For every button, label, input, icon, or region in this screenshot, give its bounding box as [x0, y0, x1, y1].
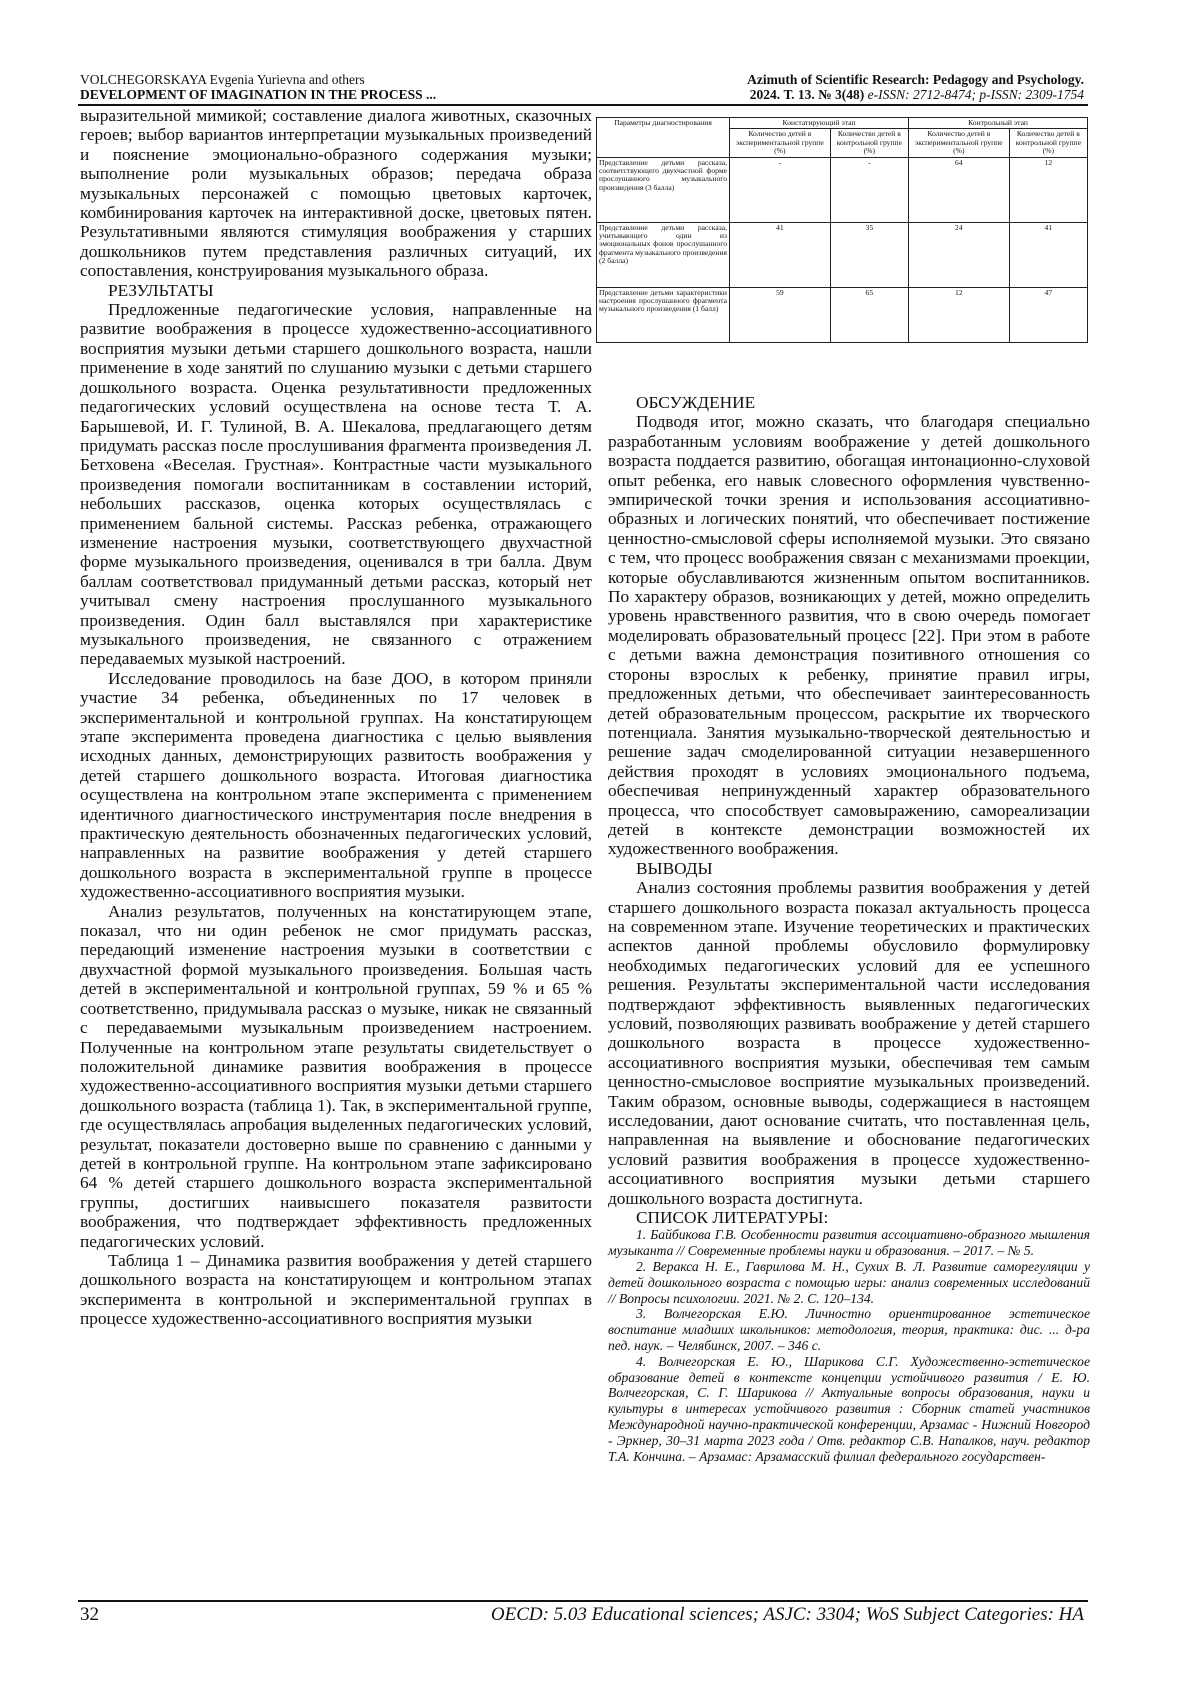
heading-results: РЕЗУЛЬТАТЫ: [108, 280, 214, 300]
table-cell-desc: Представление детьми рассказа, соответствующего двухчастной форме прослушанного музыкального произведения (3 балла): [597, 157, 730, 222]
right-column: [608, 393, 1090, 1464]
header-author: VOLCHEGORSKAYA Evgenia Yurievna and others: [80, 72, 365, 87]
table-cell: 65: [830, 287, 908, 342]
table-cell: 41: [1009, 222, 1087, 287]
table-header-exp: Количество детей в экспериментальной группе (%): [908, 129, 1009, 157]
table-cell: -: [830, 157, 908, 222]
running-header-left: [80, 72, 600, 102]
reference-item: 2. Веракса Н. Е., Гаврилова М. Н., Сухих В. Л. Развитие саморегуляции у детей дошкольного возраста с помощью игры: анализ современных исследований // Вопросы психологии. 2021. № 2. С. 120–134.: [608, 1259, 1090, 1306]
results-table: [596, 117, 1088, 343]
running-header-right: [524, 72, 1084, 102]
heading-conclusions: ВЫВОДЫ: [636, 858, 713, 878]
table-cell: 47: [1009, 287, 1087, 342]
header-article-title: DEVELOPMENT OF IMAGINATION IN THE PROCESS ...: [80, 87, 437, 102]
table-header-exp: Количество детей в экспериментальной группе (%): [730, 129, 831, 157]
header-journal: Azimuth of Scientific Research: Pedagogy and Psychology.: [747, 72, 1084, 87]
table-header-param: Параметры диагностирования: [597, 118, 730, 158]
table-caption: Таблица 1 – Динамика развития воображения у детей старшего дошкольного возраста на констатирующем и контрольном этапах эксперимента в контрольной и экспериментальной группах в процессе художественно-ассоциативного восприятия музыки: [80, 1250, 592, 1329]
paragraph: Подводя итог, можно сказать, что благодаря специально разработанным условиям воображение у детей дошкольного возраста поддается развитию, обогащая интонационно-слуховой опыт ребенка, его навык словесного оформления чувственно-эмпирической точки зрения и использования ассоциативно-образных и логических понятий, что обеспечивает постижение ценностно-смысловой сферы исполняемой музыки. Это связано с тем, что процесс воображения связан с механизмами проекции, которые обуславливаются жизненным опытом воспитанников. По характеру образов, возникающих у детей, можно определить уровень нравственного развития, что в свою очередь помогает моделировать образовательный процесс [22]. При этом в работе с детьми важна демонстрация позитивного отношения со стороны взрослых к ребенку, принятие правил игры, предложенных детьми, что обеспечивает заинтересованность детей образовательным процессом, раскрытие их творческого потенциала. Занятия музыкально-творческой деятельностью и решение задач смоделированной ситуации незавершенного действия проходят в условиях эмоционального подъема, обеспечивая непринужденный характер образовательного процесса, что способствует самовыражению, самореализации детей в контексте демонстрации возможностей их художественного воображения.: [608, 412, 1090, 859]
table-header-ctrl: Количество детей в контрольной группе (%): [1009, 129, 1087, 157]
paragraph: Анализ состояния проблемы развития воображения у детей старшего дошкольного возраста показал актуальность процесса на современном этапе. Изучение теоретических и практических аспектов данной проблемы обусловило формулировку необходимых педагогических условий для ее успешного решения. Результаты экспериментальной части исследования подтверждают эффективность выявленных педагогических условий, позволяющих развивать воображение у детей старшего дошкольного возраста в процессе художественно-ассоциативного восприятия музыки, обеспечивая тем самым ценностно-смысловое восприятие музыкальных произведений. Таким образом, основные выводы, содержащиеся в настоящем исследовании, дают основание считать, что поставленная цель, направленная на выявление и обоснование педагогических условий развития воображения в процессе художественно-ассоциативного восприятия музыки детьми старшего дошкольного возраста достигнута.: [608, 878, 1090, 1208]
paragraph: Исследование проводилось на базе ДОО, в котором приняли участие 34 ребенка, объединенных по 17 человек в экспериментальной и контрольной группах. На констатирующем этапе эксперимента проведена диагностика с целью выявления исходных данных, демонстрирующих развитость воображения у детей старшего дошкольного возраста. Итоговая диагностика осуществлена на контрольном этапе эксперимента с применением идентичного диагностического инструментария после внедрения в практическую деятельность обозначенных педагогических условий, направленных на развитие воображения у детей старшего дошкольного возраста в экспериментальной группе в процессе художественно-ассоциативного восприятия музыки.: [80, 668, 592, 902]
table-header-ctrl: Количество детей в контрольной группе (%): [830, 129, 908, 157]
left-column: [80, 106, 592, 1329]
header-issue: 2024. Т. 13. № 3(48): [749, 87, 865, 102]
table-cell: 35: [830, 222, 908, 287]
table-row: [597, 287, 1088, 342]
table-cell: 59: [730, 287, 831, 342]
table-cell: 41: [730, 222, 831, 287]
table-cell: 64: [908, 157, 1009, 222]
table-cell: 24: [908, 222, 1009, 287]
table-cell: 12: [908, 287, 1009, 342]
reference-list: [608, 1227, 1090, 1464]
paragraph-continued: выразительной мимикой; составление диалога животных, сказочных героев; выбор вариантов интерпретации музыкальных произведений и пояснение эмоционально-образного содержания музыки; выполнение роли музыкальных образов; передача образа музыкальных персонажей с помощью цветовых карточек, комбинирования карточек на интерактивной доске, цветовых пятен. Результативными являются стимуляция воображения у старших дошкольников путем представления различных ситуаций, их сопоставления, конструирования музыкального образа.: [80, 106, 592, 281]
table-cell: 12: [1009, 157, 1087, 222]
paragraph: Предложенные педагогические условия, направленные на развитие воображения в процессе художественно-ассоциативного восприятия музыки детьми старшего дошкольного возраста, нашли применение в ходе занятий по слушанию музыки с детьми старшего дошкольного возраста. Оценка результативности предложенных педагогических условий осуществлена на основе теста Т. А. Барышевой, И. Г. Тулиной, В. А. Шекалова, предлагающего детям придумать рассказ после прослушивания фрагмента произведения Л. Бетховена «Веселая. Грустная». Контрастные части музыкального произведения помогали воспитанникам в составлении историй, небольших рассказов, оценка которых осуществлялась с применением бальной системы. Рассказ ребенка, отражающего изменение настроения музыки, соответствующего двухчастной форме музыкального произведения, оценивался в три балла. Двум баллам соответствовал придуманный детьми рассказ, который нет учитывал смену настроения прослушанного музыкального произведения. Один балл выставлялся при характеристике музыкального произведения, не связанного с отражением передаваемых музыкой настроений.: [80, 300, 592, 669]
table-cell: -: [730, 157, 831, 222]
heading-discussion: ОБСУЖДЕНИЕ: [636, 393, 756, 412]
table-row: [597, 157, 1088, 222]
table-header-stage2: Контрольный этап: [908, 118, 1087, 129]
table-row: [597, 222, 1088, 287]
reference-item: 4. Волчегорская Е. Ю., Шарикова С.Г. Художественно-эстетическое образование детей в контексте концепции устойчивого развития / Е. Ю. Волчегорская, С. Г. Шарикова // Актуальные вопросы образования, науки и культуры в интересах устойчивого развития : Сборник статей участников Международной научно-практической конференции, Арзамас - Нижний Новгород - Эркнер, 30–31 марта 2023 года / Отв. редактор С.В. Напалков, науч. редактор Т.А. Кончина. – Арзамас: Арзамасский филиал федерального государствен-: [608, 1353, 1090, 1464]
footer-divider: [78, 1600, 1088, 1602]
footer-classification: OECD: 5.03 Educational sciences; ASJC: 3304; WoS Subject Categories: HA: [490, 1604, 1084, 1625]
table-cell-desc: Представление детьми рассказа, учитывающего один из эмоциональных фонов прослушанного фрагмента музыкального произведения (2 балла): [597, 222, 730, 287]
table-header-stage1: Констатирующий этап: [730, 118, 909, 129]
reference-item: 3. Волчегорская Е.Ю. Личностно ориентированное эстетическое воспитание младших школьников: методология, теория, практика: дис. ... д-ра пед. наук. – Челябинск, 2007. – 346 с.: [608, 1306, 1090, 1354]
reference-item: 1. Байбикова Г.В. Особенности развития ассоциативно-образного мышления музыканта // Современные проблемы науки и образования. – 2017. – № 5.: [608, 1227, 1090, 1259]
page-number: 32: [80, 1604, 99, 1625]
paragraph: Анализ результатов, полученных на констатирующем этапе, показал, что ни один ребенок не смог придумать рассказ, передающий изменение настроения музыки в соответствии с двухчастной формой музыкального произведения. Большая часть детей в экспериментальной и контрольной группах, 59 % и 65 % соответственно, придумывала рассказ о музыке, никак не связанный с передаваемыми музыкальным произведением настроением. Полученные на контрольном этапе результаты свидетельствует о положительной динамике развития воображения в процессе художественно-ассоциативного восприятия музыки детьми старшего дошкольного возраста (таблица 1). Так, в экспериментальной группе, где осуществлялась апробация выделенных педагогических условий, результат, показатели достоверно выше по сравнению с данными у детей в контрольной группе. На контрольном этапе зафиксировано 64 % детей старшего дошкольного возраста экспериментальной группы, достигших наивысшего показателя развитости воображения, что подтверждает эффективность предложенных педагогических условий.: [80, 901, 592, 1251]
table-cell-desc: Представление детьми характеристики настроения прослушанного фрагмента музыкального произведения (1 балл): [597, 287, 730, 342]
heading-references: СПИСОК ЛИТЕРАТУРЫ:: [636, 1208, 829, 1228]
header-issn: e-ISSN: 2712-8474; p-ISSN: 2309-1754: [867, 87, 1084, 102]
